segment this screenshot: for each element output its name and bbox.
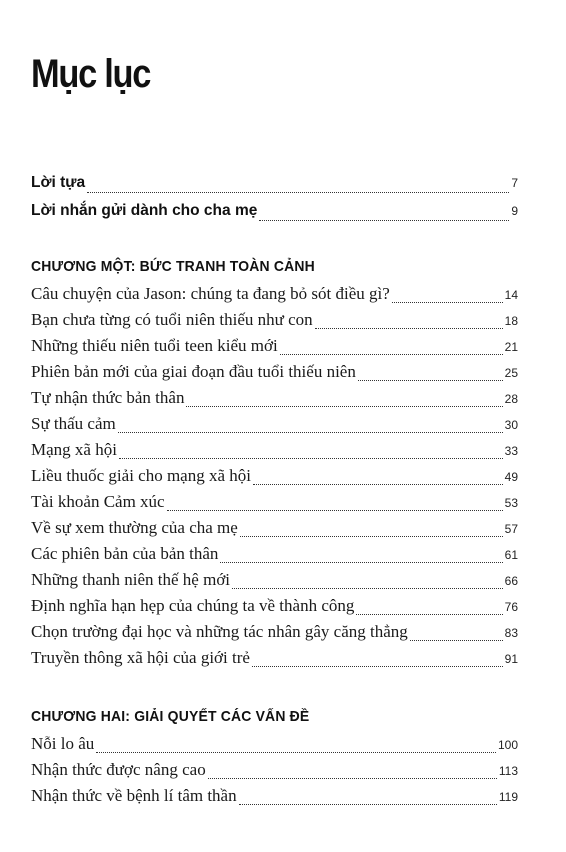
toc-entry[interactable] xyxy=(31,440,518,464)
entry-label: Chọn trường đại học và những tác nhân gây căng thẳng xyxy=(31,622,408,641)
entry-label: Truyền thông xã hội của giới trẻ xyxy=(31,648,250,667)
toc-entry[interactable] xyxy=(31,786,518,810)
entry-label: Những thanh niên thế hệ mới xyxy=(31,570,231,589)
dot-leader xyxy=(232,588,503,589)
dot-leader xyxy=(356,614,502,615)
entry-label: Lời tựa xyxy=(31,174,86,191)
entry-label: Câu chuyện của Jason: chúng ta đang bỏ sót điều gì? xyxy=(31,284,390,303)
entry-label: Về sự xem thường của cha mẹ xyxy=(31,518,238,537)
dot-leader xyxy=(87,192,509,193)
dot-leader xyxy=(252,666,503,667)
entry-label: Nhận thức về bệnh lí tâm thần xyxy=(31,786,237,805)
entry-label: Những thiếu niên tuổi teen kiểu mới xyxy=(31,336,278,355)
entry-label: Bạn chưa từng có tuổi niên thiếu như con xyxy=(31,310,313,329)
page-number: 53 xyxy=(504,496,518,510)
page-number: 14 xyxy=(504,288,518,302)
page-number: 119 xyxy=(498,790,518,804)
dot-leader xyxy=(119,458,503,459)
page-number: 33 xyxy=(504,444,518,458)
toc-entry[interactable] xyxy=(31,518,518,542)
toc-entry-note-to-parents[interactable] xyxy=(31,202,518,226)
page-number: 25 xyxy=(504,366,518,380)
toc-entry[interactable] xyxy=(31,466,518,490)
toc-entry[interactable] xyxy=(31,622,518,646)
dot-leader xyxy=(410,640,503,641)
page-number: 113 xyxy=(498,764,518,778)
dot-leader xyxy=(220,562,502,563)
entry-label: Phiên bản mới của giai đoạn đầu tuổi thiếu niên xyxy=(31,362,356,381)
toc-entry[interactable] xyxy=(31,492,518,516)
chapter-heading: CHƯƠNG MỘT: BỨC TRANH TOÀN CẢNH xyxy=(31,258,315,275)
dot-leader xyxy=(96,752,496,753)
toc-entry[interactable] xyxy=(31,284,518,308)
entry-label: Nhận thức được nâng cao xyxy=(31,760,206,779)
toc-entry[interactable] xyxy=(31,648,518,672)
dot-leader xyxy=(259,220,509,221)
dot-leader xyxy=(167,510,503,511)
page-title: Mục lục xyxy=(31,52,151,96)
page-number: 21 xyxy=(504,340,518,354)
entry-label: Liều thuốc giải cho mạng xã hội xyxy=(31,466,251,485)
page-number: 61 xyxy=(504,548,518,562)
dot-leader xyxy=(118,432,503,433)
page-number: 9 xyxy=(511,204,518,218)
toc-entry-preface[interactable] xyxy=(31,174,518,198)
entry-label: Định nghĩa hạn hẹp của chúng ta về thành công xyxy=(31,596,355,615)
toc-entry[interactable] xyxy=(31,388,518,412)
toc-entry[interactable] xyxy=(31,362,518,386)
page-number: 66 xyxy=(504,574,518,588)
entry-label: Tự nhận thức bản thân xyxy=(31,388,185,407)
entry-label: Tài khoản Cảm xúc xyxy=(31,492,165,511)
page-number: 57 xyxy=(504,522,518,536)
toc-entry[interactable] xyxy=(31,596,518,620)
entry-label: Nỗi lo âu xyxy=(31,734,95,753)
toc-entry[interactable] xyxy=(31,570,518,594)
dot-leader xyxy=(358,380,503,381)
chapter-heading: CHƯƠNG HAI: GIẢI QUYẾT CÁC VẤN ĐỀ xyxy=(31,708,310,725)
dot-leader xyxy=(208,778,497,779)
page-number: 91 xyxy=(504,652,518,666)
toc-entry[interactable] xyxy=(31,760,518,784)
page-number: 30 xyxy=(504,418,518,432)
entry-label: Lời nhắn gửi dành cho cha mẹ xyxy=(31,202,258,219)
page-number: 18 xyxy=(504,314,518,328)
page-number: 100 xyxy=(497,738,518,752)
toc-entry[interactable] xyxy=(31,336,518,360)
dot-leader xyxy=(239,804,497,805)
dot-leader xyxy=(253,484,503,485)
toc-entry[interactable] xyxy=(31,734,518,758)
page-number: 49 xyxy=(504,470,518,484)
page-number: 7 xyxy=(511,176,518,190)
dot-leader xyxy=(186,406,502,407)
toc-entry[interactable] xyxy=(31,414,518,438)
page-number: 76 xyxy=(504,600,518,614)
toc-entry[interactable] xyxy=(31,544,518,568)
dot-leader xyxy=(315,328,503,329)
page-number: 28 xyxy=(504,392,518,406)
dot-leader xyxy=(392,302,503,303)
entry-label: Sự thấu cảm xyxy=(31,414,116,433)
dot-leader xyxy=(240,536,503,537)
toc-entry[interactable] xyxy=(31,310,518,334)
page-number: 83 xyxy=(504,626,518,640)
entry-label: Các phiên bản của bản thân xyxy=(31,544,219,563)
entry-label: Mạng xã hội xyxy=(31,440,117,459)
dot-leader xyxy=(280,354,503,355)
